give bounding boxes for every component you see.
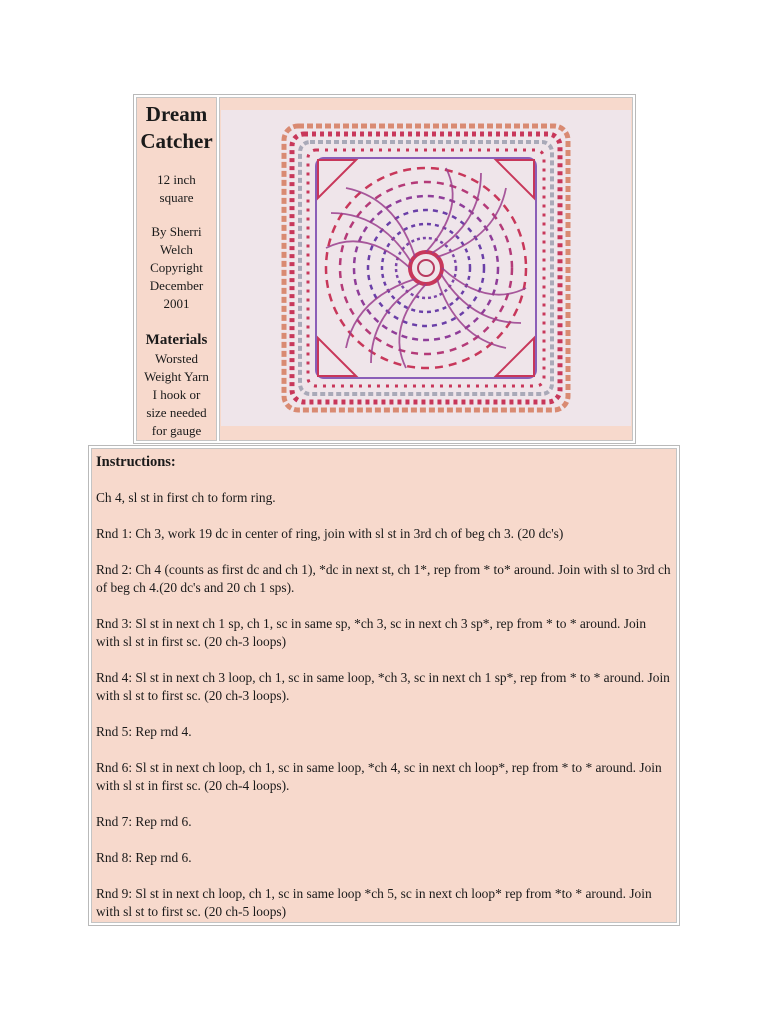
- instruction-step: Rnd 7: Rep rnd 6.: [96, 814, 192, 829]
- materials-line: size needed: [146, 405, 207, 420]
- instructions-table: [88, 445, 680, 926]
- instruction-step: Rnd 8: Rep rnd 6.: [96, 850, 192, 865]
- crochet-square-photo: [221, 110, 631, 426]
- instruction-step: Rnd 1: Ch 3, work 19 dc in center of ring, join with sl st in 3rd ch of beg ch 3. (20 dc's): [96, 526, 564, 541]
- materials-line: for gauge: [151, 423, 202, 438]
- materials-line: Worsted: [155, 351, 198, 366]
- byline-line: December: [149, 278, 204, 293]
- instructions-cell: [91, 448, 677, 923]
- byline-line: Welch: [160, 242, 193, 257]
- instruction-step: Rnd 4: Sl st in next ch 3 loop, ch 1, sc in same loop, *ch 3, sc in next ch 1 sp*, rep from * to * around. Join with sl st to first sc. (20 ch-3 loops).: [96, 670, 670, 703]
- size-line-2: square: [159, 190, 194, 205]
- byline-line: Copyright: [150, 260, 203, 275]
- byline-line: By Sherri: [151, 224, 202, 239]
- instructions-heading: Instructions:: [96, 454, 176, 470]
- pattern-info-cell: [136, 97, 217, 441]
- materials-list: [137, 350, 216, 440]
- pattern-byline: [137, 223, 216, 313]
- materials-line: Weight Yarn: [144, 369, 209, 384]
- instruction-step: Rnd 5: Rep rnd 4.: [96, 724, 192, 739]
- photo-cell: [219, 97, 633, 441]
- instruction-step: Ch 4, sl st in first ch to form ring.: [96, 490, 276, 505]
- instruction-step: Rnd 2: Ch 4 (counts as first dc and ch 1), *dc in next st, ch 1*, rep from * to* around. Join with sl to 3rd ch of beg ch 4.(20 dc's and 20 ch 1 sps).: [96, 562, 671, 595]
- byline-line: 2001: [163, 296, 190, 311]
- crochet-square-illustration: [221, 110, 631, 426]
- size-line-1: 12 inch: [157, 172, 196, 187]
- title-line-1: Dream: [145, 102, 208, 126]
- pattern-header-table: [133, 94, 636, 444]
- materials-heading: Materials: [145, 332, 208, 348]
- instruction-step: Rnd 6: Sl st in next ch loop, ch 1, sc in same loop, *ch 4, sc in next ch loop*, rep from * to * around. Join with sl st in first sc. (20 ch-4 loops).: [96, 760, 662, 793]
- instruction-step: Rnd 9: Sl st in next ch loop, ch 1, sc in same loop *ch 5, sc in next ch loop* rep from *to * around. Join with sl st to first sc. (20 ch-5 loops): [96, 886, 652, 919]
- title-line-2: Catcher: [140, 129, 213, 153]
- pattern-size: [137, 171, 216, 207]
- pattern-title: [137, 101, 216, 155]
- instruction-step: Rnd 3: Sl st in next ch 1 sp, ch 1, sc in same sp, *ch 3, sc in next ch 3 sp*, rep from * to * around. Join with sl st in first sc. (20 ch-3 loops): [96, 616, 647, 649]
- materials-line: I hook or: [152, 387, 201, 402]
